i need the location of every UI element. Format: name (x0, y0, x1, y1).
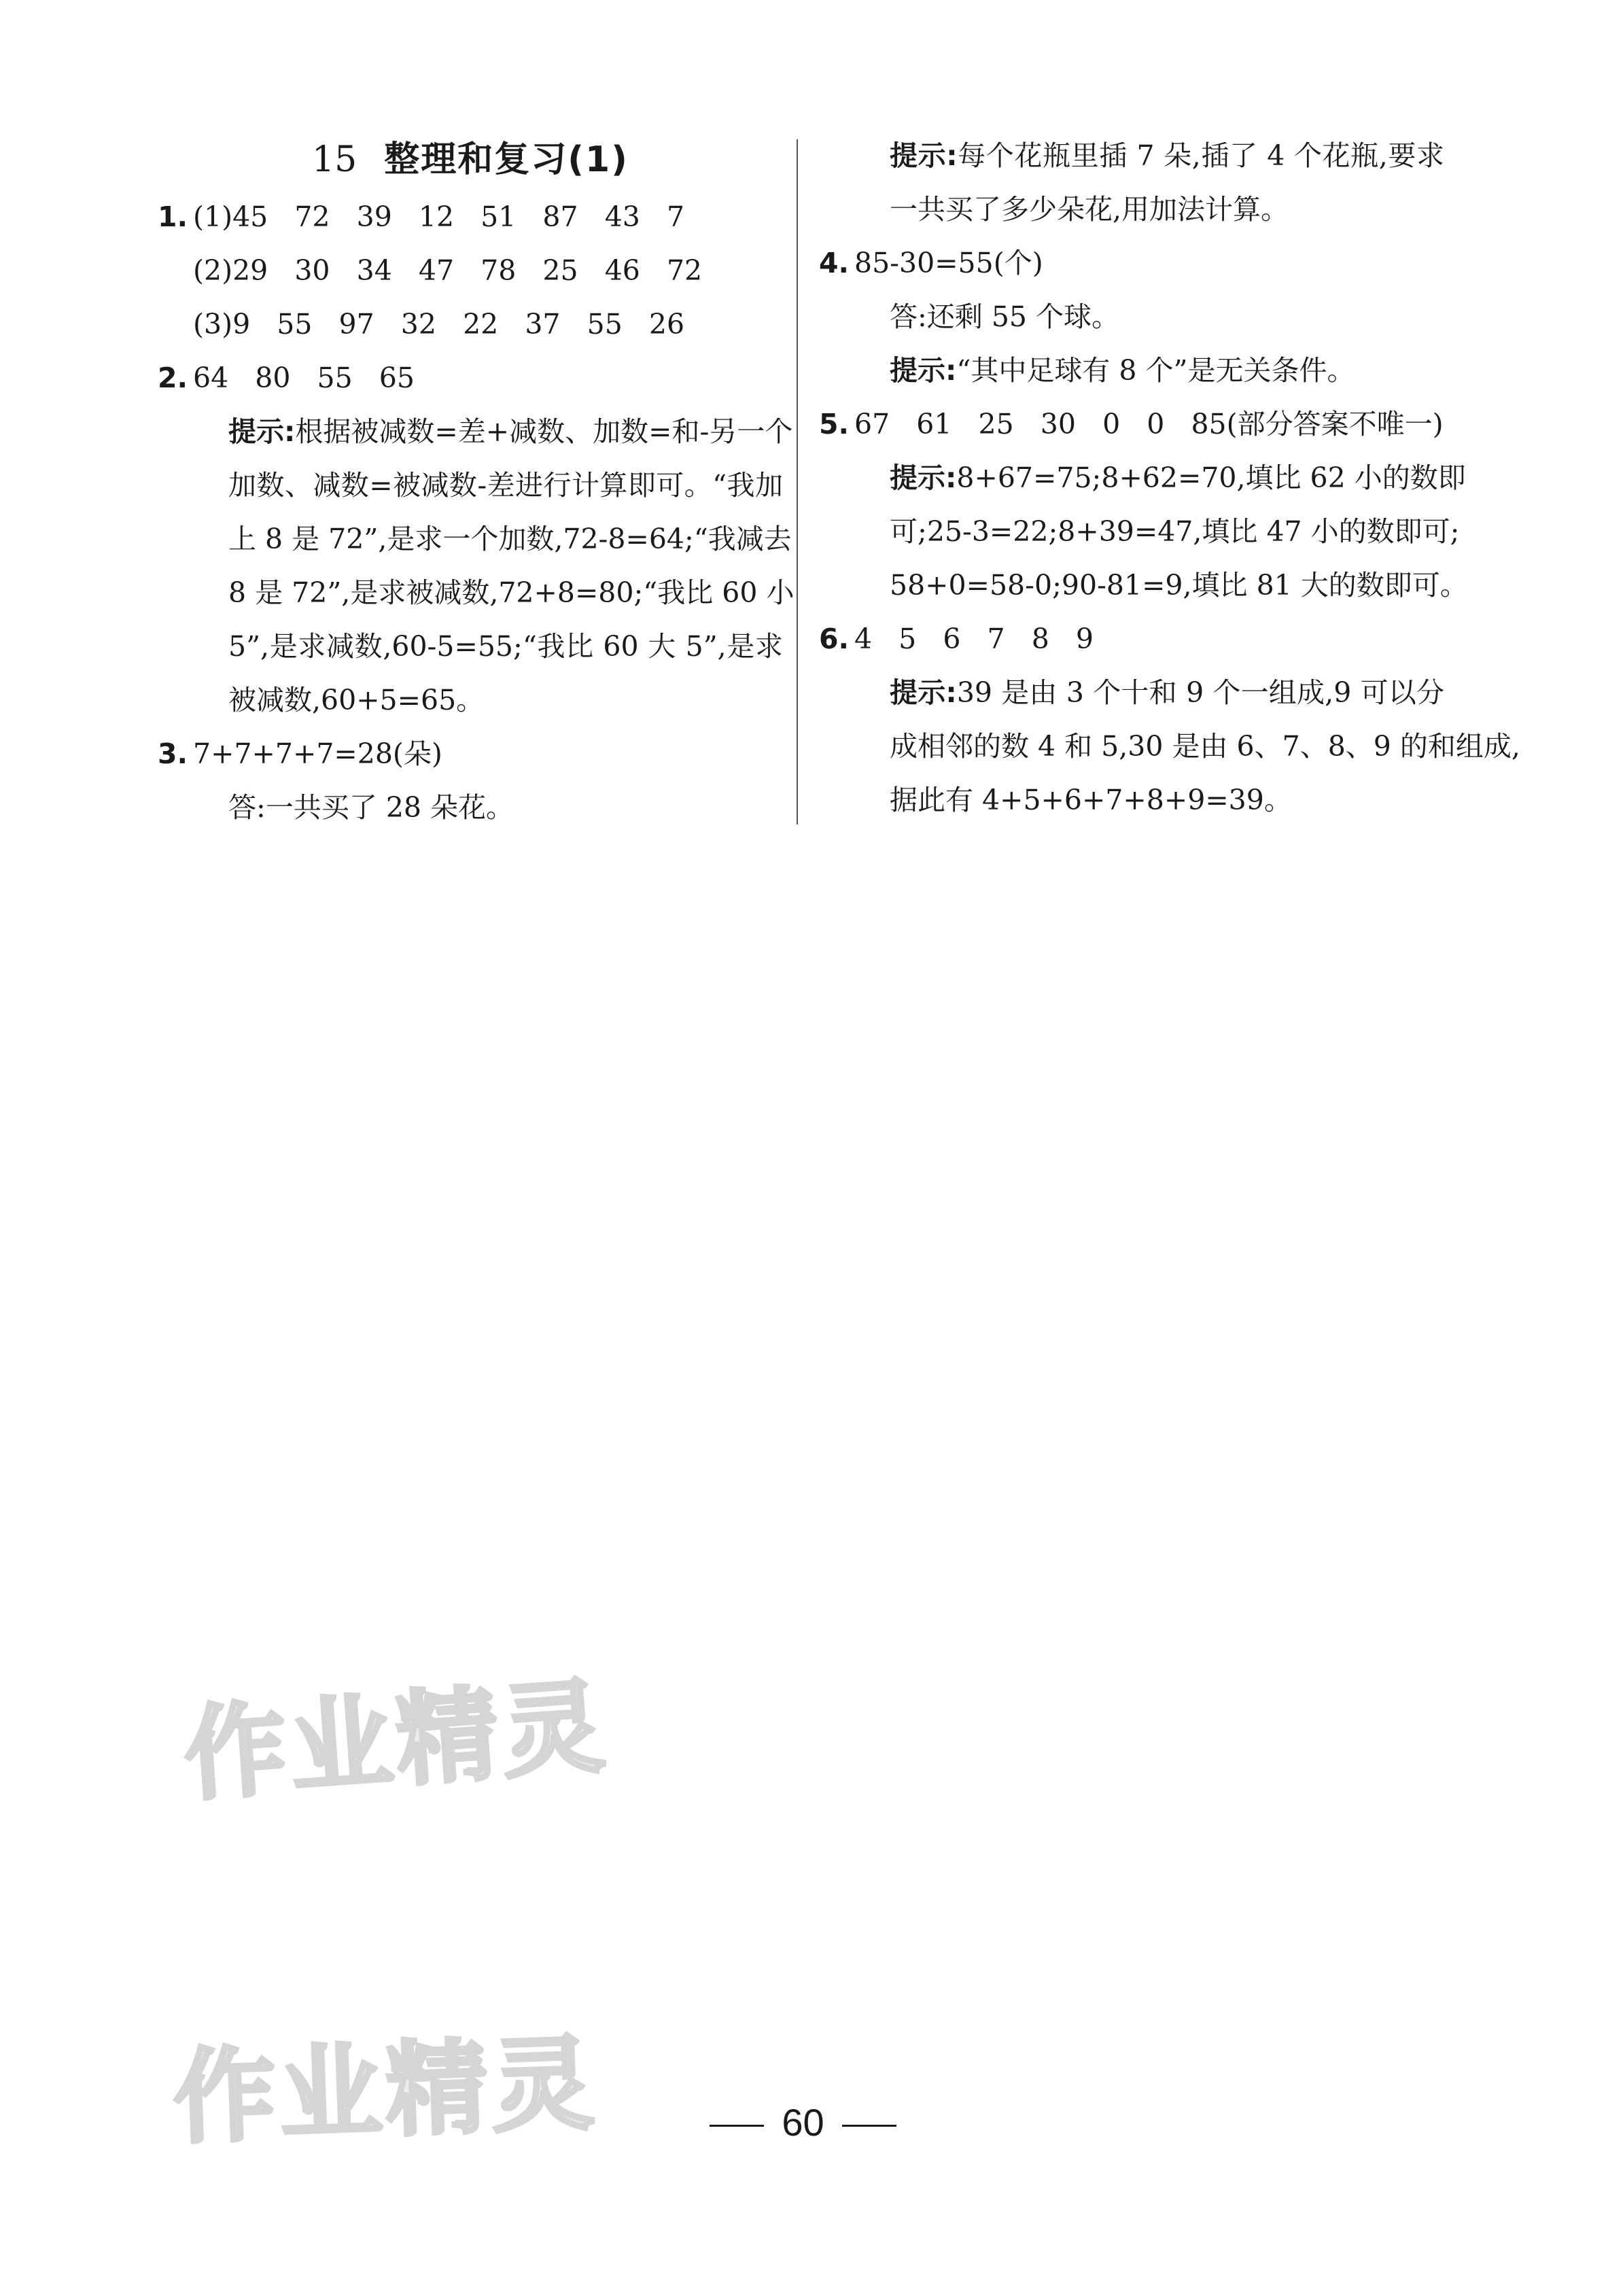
hint-text: 根据被减数=差+减数、加数=和-另一个 (295, 415, 793, 448)
answer-line: 67 61 25 30 0 0 85(部分答案不唯一) (854, 408, 1444, 440)
answer-line: 7+7+7+7=28(朵) (193, 737, 442, 770)
hint-line: 一共买了多少朵花,用加法计算。 (890, 193, 1289, 226)
hint-line: 可;25-3=22;8+39=47,填比 47 小的数即可; (890, 515, 1460, 548)
hint-line (193, 405, 793, 459)
question-1 (158, 190, 783, 351)
hint-line: 5”,是求减数,60-5=55;“我比 60 大 5”,是求 (228, 630, 783, 663)
hint-line (854, 666, 1444, 720)
hint-line: 成相邻的数 4 和 5,30 是由 6、7、8、9 的和组成, (890, 730, 1520, 763)
hint-text: 每个花瓶里插 7 朵,插了 4 个花瓶,要求 (957, 139, 1444, 172)
watermark: 作业精灵 (180, 1667, 612, 1815)
question-number: 4. (819, 247, 850, 279)
page-number (0, 2100, 1606, 2144)
hint-line (854, 344, 1444, 398)
question-number: 3. (158, 737, 188, 770)
column-divider (797, 139, 798, 824)
right-column (819, 129, 1520, 827)
reply-line: 答:一共买了 28 朵花。 (228, 791, 514, 824)
hint-text: 8+67=75;8+62=70,填比 62 小的数即 (956, 462, 1466, 494)
left-column (158, 129, 795, 835)
section-number: 15 (312, 139, 357, 180)
section-title (158, 129, 783, 190)
answer-line: 85-30=55(个) (854, 247, 1043, 279)
hint-label: 提示: (890, 139, 958, 172)
hint-text: 39 是由 3 个十和 9 个一组成,9 可以分 (956, 676, 1444, 709)
question-3 (158, 727, 783, 835)
question-5 (819, 398, 1468, 612)
answer-line: 4 5 6 7 8 9 (854, 623, 1094, 655)
hint-label: 提示: (890, 354, 957, 387)
question-number: 1. (158, 201, 188, 233)
question-number: 5. (819, 408, 850, 440)
hint-line (854, 451, 1466, 505)
hint-line: 58+0=58-0;90-81=9,填比 81 大的数即可。 (890, 569, 1468, 602)
question-6 (819, 612, 1520, 827)
hint-line: 8 是 72”,是求被减数,72+8=80;“我比 60 小 (228, 576, 795, 609)
hint-line: 据此有 4+5+6+7+8+9=39。 (890, 784, 1292, 816)
answer-line: (1)45 72 39 12 51 87 43 7 (193, 201, 685, 233)
hint-label: 提示: (228, 415, 296, 448)
section-heading: 整理和复习(1) (384, 139, 629, 180)
answer-line: 64 80 55 65 (193, 362, 415, 394)
hint-line: 上 8 是 72”,是求一个加数,72-8=64;“我减去 (228, 523, 792, 555)
hint-label: 提示: (890, 462, 957, 494)
question-number: 2. (158, 362, 188, 394)
page-number-dash (710, 2125, 764, 2127)
watermark: 作业精灵 (171, 2025, 600, 2158)
hint-line: 被减数,60+5=65。 (228, 684, 485, 716)
page-number-dash (842, 2125, 896, 2127)
answer-line: (3)9 55 97 32 22 37 55 26 (193, 308, 685, 341)
answer-line: (2)29 30 34 47 78 25 46 72 (193, 254, 703, 287)
hint-text: “其中足球有 8 个”是无关条件。 (956, 354, 1355, 387)
question-number: 6. (819, 623, 850, 655)
hint-line: 加数、减数=被减数-差进行计算即可。“我加 (228, 469, 783, 502)
question-2 (158, 351, 795, 727)
hint-line (854, 129, 1444, 183)
hint-label: 提示: (890, 676, 957, 709)
page-number-text: 60 (782, 2101, 824, 2144)
question-4 (819, 237, 1444, 398)
question-3-hint (819, 129, 1444, 237)
reply-line: 答:还剩 55 个球。 (890, 300, 1120, 333)
